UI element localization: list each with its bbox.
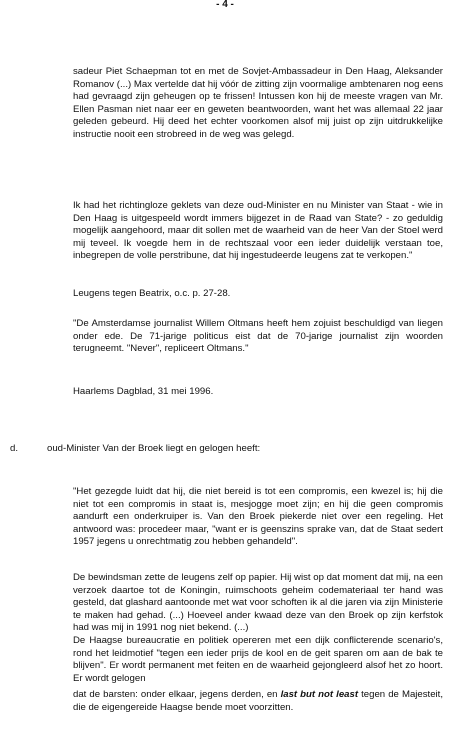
page-number: - 4 - (216, 0, 234, 10)
paragraph-8-emphasis: last but not least (280, 689, 359, 700)
list-item-d-text: oud-Minister Van der Broek liegt en gelogen heeft: (47, 443, 261, 454)
quote-paragraph-3: "Het gezegde luidt dat hij, die niet bereid is tot een compromis, een kwezel is; hij die niet tot een compromis in staat is, mesjogge moet zijn; en hij die geen compromis aandurft een onderkruiper is. Van den Broek piekerde niet over een regeling. Het antwoord was: procedeer maar, "want er is geenszins sprake van, dat de Staat sedert 1957 jegens u onrechtmatig zou hebben gehandeld". (73, 486, 443, 548)
paragraph-1: sadeur Piet Schaepman tot en met de Sovjet-Ambassadeur in Den Haag, Aleksander Romanov (...) Max vertelde dat hij vóór de zitting zijn voormalige ambtenaren nog eens had gevraagd zijn geheugen op te frissen! Intussen kon hij de meeste vragen van Mr. Ellen Pasman niet naar eer en geweten beantwoorden, want het was allemaal 22 jaar geleden gebeurd. Hij deed het echter voorkomen alsof mij juist op zijn uitdrukkelijke instructie nooit een strobreed in de weg was gelegd. (73, 66, 443, 140)
source-citation-1: Leugens tegen Beatrix, o.c. p. 27-28. (73, 288, 231, 299)
list-marker-d: d. (10, 443, 19, 454)
paragraph-2: Ik had het richtingloze geklets van deze oud-Minister en nu Minister van Staat - wie in Den Haag is uitgespeeld wordt immers bijgezet in de Raad van State? - zo geduldig mogelijk aangehoord, maar dit sollen met de waarheid van de heer Van der Stoel werd mij teveel. Ik voegde hem in de rechtszaal voor een ieder duidelijk verstaan toe, inbegrepen de volle perstribune, dat hij ingestudeerde leugens zat te verkopen." (73, 200, 443, 262)
quote-paragraph-2: "De Amsterdamse journalist Willem Oltmans heeft hem zojuist beschuldigd van liegen onder ede. De 71-jarige politicus eist dat de 70-jarige journalist zijn woorden terugneemt. "Never", repliceert Oltmans." (73, 318, 443, 355)
list-item-d (10, 443, 440, 456)
paragraph-8-text-before: dat de barsten: onder elkaar, jegens derden, en (73, 689, 281, 700)
source-citation-2: Haarlems Dagblad, 31 mei 1996. (73, 386, 214, 397)
paragraph-8 (73, 689, 443, 714)
paragraph-7: De bewindsman zette de leugens zelf op papier. Hij wist op dat moment dat mij, na een verzoek daartoe tot de Koningin, ruimschoots geheim codemateriaal ter hand was gesteld, dat glashard aantoonde met wat voor schoften ik al die jaren via zijn Ministerie te maken had gehad. (...) Hoeveel ander kwaad deze van den Broek op zijn kerfstok had was mij in 1991 nog niet bekend. (...) De Haagse bureaucratie en politiek opereren met een dijk conflicterende scenario's, rond het leidmotief "tegen een ieder prijs de kool en de geit sparen om aan de bak te blijven". Er wordt permanent met feiten en de waarheid gejongleerd alsof het zo hoort. Er wordt gelogen (73, 572, 443, 684)
paragraph-8-text-after: tegen de Majesteit, die de eigengereide Haagse bende moet voorzitten. (73, 689, 444, 713)
